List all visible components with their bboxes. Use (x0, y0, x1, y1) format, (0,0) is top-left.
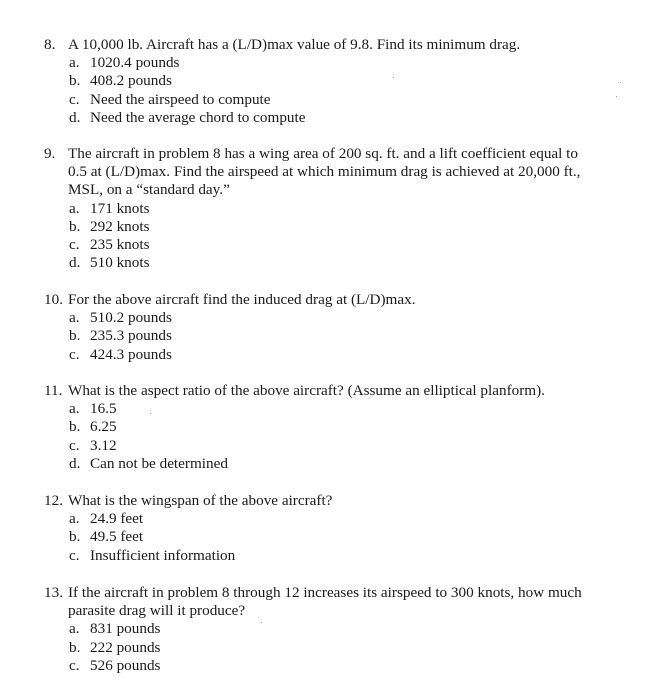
question-text: A 10,000 lb. Aircraft has a (L/D)max value of 9.8. Find its minimum drag. (68, 36, 521, 53)
option-text: 222 pounds (90, 638, 161, 656)
option-text: 16.5 (90, 400, 117, 418)
option-a (0, 309, 652, 327)
option-letter: a. (69, 309, 80, 327)
option-letter: c. (69, 90, 80, 108)
question-number: 9. (44, 145, 56, 162)
option-b (0, 327, 652, 345)
scan-speck (620, 82, 621, 83)
option-d (0, 109, 652, 127)
option-letter: c. (69, 235, 80, 253)
question-text: parasite drag will it produce? (68, 602, 246, 620)
option-a (0, 54, 652, 72)
option-letter: b. (69, 528, 81, 546)
option-a (0, 510, 652, 528)
question-text: What is the wingspan of the above aircraft? (68, 492, 333, 509)
question-number: 8. (44, 36, 56, 53)
option-text: Can not be determined (90, 454, 228, 472)
option-letter: a. (69, 620, 80, 638)
option-letter: a. (69, 199, 80, 217)
question-number: 10. (44, 291, 63, 308)
option-letter: a. (69, 400, 80, 418)
question-13 (0, 584, 652, 675)
option-text: 408.2 pounds (90, 72, 172, 90)
question-8 (0, 36, 652, 127)
option-text: 235.3 pounds (90, 327, 172, 345)
question-stem (0, 36, 652, 54)
option-text: 3.12 (90, 436, 117, 454)
question-text: The aircraft in problem 8 has a wing area of 200 sq. ft. and a lift coefficient equal to (68, 145, 578, 162)
option-letter: c. (69, 656, 80, 674)
option-b (0, 418, 652, 436)
option-c (0, 437, 652, 455)
option-b (0, 218, 652, 236)
option-letter: a. (69, 510, 80, 528)
option-text: 831 pounds (90, 620, 161, 638)
option-b (0, 72, 652, 90)
question-text: If the aircraft in problem 8 through 12 increases its airspeed to 300 knots, how much (68, 584, 582, 601)
scan-speck (393, 77, 394, 78)
option-letter: b. (69, 72, 81, 90)
option-letter: b. (69, 638, 81, 656)
option-text: Need the airspeed to compute (90, 90, 271, 108)
option-text: 526 pounds (90, 656, 161, 674)
option-letter: b. (69, 327, 81, 345)
question-10 (0, 291, 652, 364)
question-stem (0, 492, 652, 510)
option-c (0, 346, 652, 364)
option-c (0, 547, 652, 565)
option-text: 1020.4 pounds (90, 54, 180, 72)
option-letter: b. (69, 418, 81, 436)
option-b (0, 528, 652, 546)
option-a (0, 620, 652, 638)
option-a (0, 400, 652, 418)
option-letter: d. (69, 454, 81, 472)
question-text: For the above aircraft find the induced drag at (L/D)max. (68, 291, 416, 308)
option-text: 24.9 feet (90, 510, 144, 528)
question-text: MSL, on a “standard day.” (68, 181, 230, 199)
question-stem-continued (0, 181, 652, 199)
option-text: 510 knots (90, 254, 150, 272)
option-text: Insufficient information (90, 546, 236, 564)
option-text: 49.5 feet (90, 528, 144, 546)
option-d (0, 455, 652, 473)
question-stem (0, 145, 652, 163)
option-c (0, 91, 652, 109)
question-stem-continued (0, 602, 652, 620)
option-text: 235 knots (90, 235, 150, 253)
option-d (0, 254, 652, 272)
option-text: 171 knots (90, 199, 150, 217)
option-text: Need the average chord to compute (90, 108, 306, 126)
option-letter: c. (69, 436, 80, 454)
option-text: 424.3 pounds (90, 345, 172, 363)
scan-speck (150, 413, 151, 414)
scan-speck (261, 622, 262, 623)
option-text: 292 knots (90, 217, 150, 235)
option-text: 6.25 (90, 418, 117, 436)
question-text: What is the aspect ratio of the above aircraft? (Assume an elliptical planform). (68, 382, 545, 399)
option-letter: c. (69, 345, 80, 363)
question-9 (0, 145, 652, 272)
question-stem (0, 382, 652, 400)
option-text: 510.2 pounds (90, 309, 172, 327)
question-number: 13. (44, 584, 63, 601)
option-a (0, 200, 652, 218)
question-12 (0, 492, 652, 565)
question-11 (0, 382, 652, 473)
option-letter: c. (69, 546, 80, 564)
option-c (0, 657, 652, 675)
option-letter: b. (69, 217, 81, 235)
question-stem (0, 584, 652, 602)
question-stem (0, 291, 652, 309)
option-letter: a. (69, 54, 80, 72)
option-b (0, 639, 652, 657)
option-c (0, 236, 652, 254)
question-number: 11. (44, 382, 63, 399)
option-letter: d. (69, 254, 81, 272)
option-letter: d. (69, 108, 81, 126)
question-text: 0.5 at (L/D)max. Find the airspeed at which minimum drag is achieved at 20,000 ft., (68, 163, 581, 181)
scan-speck (616, 96, 617, 97)
question-stem-continued (0, 163, 652, 181)
question-number: 12. (44, 492, 63, 509)
